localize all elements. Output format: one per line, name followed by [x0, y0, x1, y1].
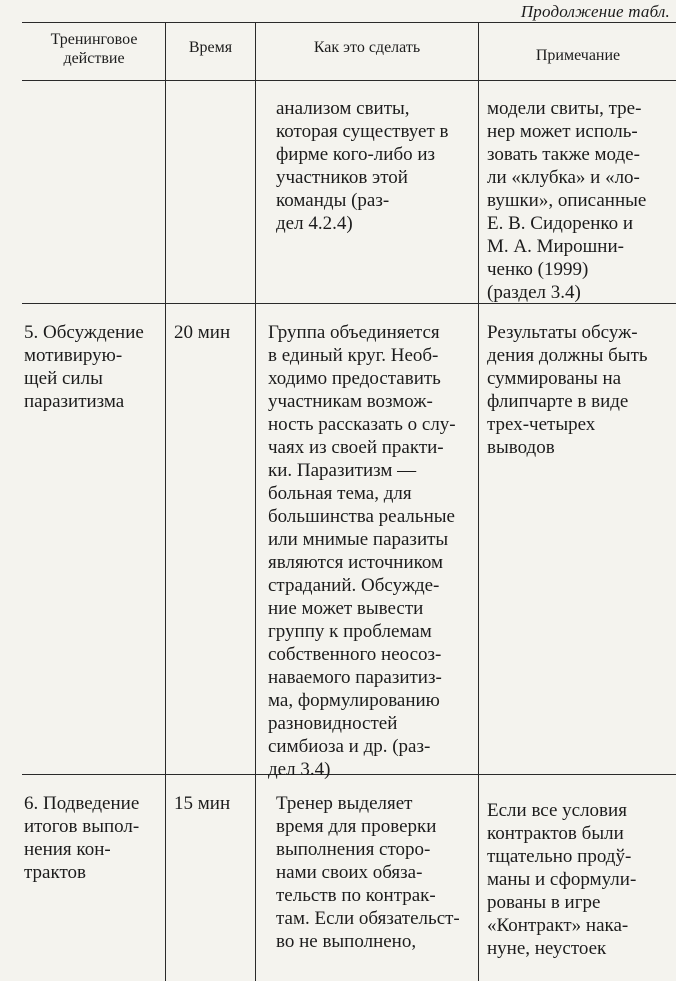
table-row-2-action: 5. Обсуждение мотивирую- щей силы паразитизма [24, 322, 144, 412]
table-row-3-how: Тренер выделяет время для проверки выполнения сторо- нами своих обяза- тельств по контрак- там. Если обязательст- во не выполнено, [276, 793, 460, 952]
header-how: Как это сделать [313, 39, 421, 56]
column-divider-2 [255, 22, 256, 981]
table-row-3-time: 15 мин [174, 793, 231, 814]
header-bottom-rule [22, 80, 676, 81]
table-row-2-note: Результаты обсуж- дения должны быть суммированы на флипчарте в виде трех-четырех выводов [487, 322, 648, 458]
header-time: Время [188, 39, 233, 56]
column-divider-3 [478, 22, 479, 981]
table-row-3-note: Если все условия контрактов были тщательно продў- маны и сформули- рованы в игре «Контракт» нака- нуне, неустоек [487, 800, 637, 959]
header-note: Примечание [535, 47, 621, 64]
table-row-1-note: модели свиты, тре- нер может исполь- зовать также моде- ли «клубка» и «ло- вушки», описанные Е. В. Сидоренко и М. А. Мирошни- ченко (1999) (раздел 3.4) [487, 98, 647, 303]
table-row-1-how: анализом свиты, которая существует в фирме кого-либо из участников этой команды (раз- дел 4.2.4) [276, 98, 449, 234]
table-row-2-time: 20 мин [174, 322, 231, 343]
column-divider-1 [165, 22, 166, 981]
table-top-rule [22, 22, 676, 23]
table-row-3-action: 6. Подведение итогов выпол- нения кон- трактов [24, 793, 140, 883]
continuation-label: Продолжение табл. [520, 2, 670, 21]
table-row-2-how: Группа объединяется в единый круг. Необ- ходимо предоставить участникам возмож- ность рассказать о слу- чаях из своей практи- ки. Паразитизм — больная тема, для большинства реальные или мнимые паразиты являются источником страданий. Обсужде- ние может вывести группу к проблемам собственного неосоз- наваемого паразитиз- ма, формулированию разновидностей симбиоза и др. (раз- дел 3.4) [268, 322, 456, 780]
header-action: Тренинговое действие [50, 31, 138, 67]
